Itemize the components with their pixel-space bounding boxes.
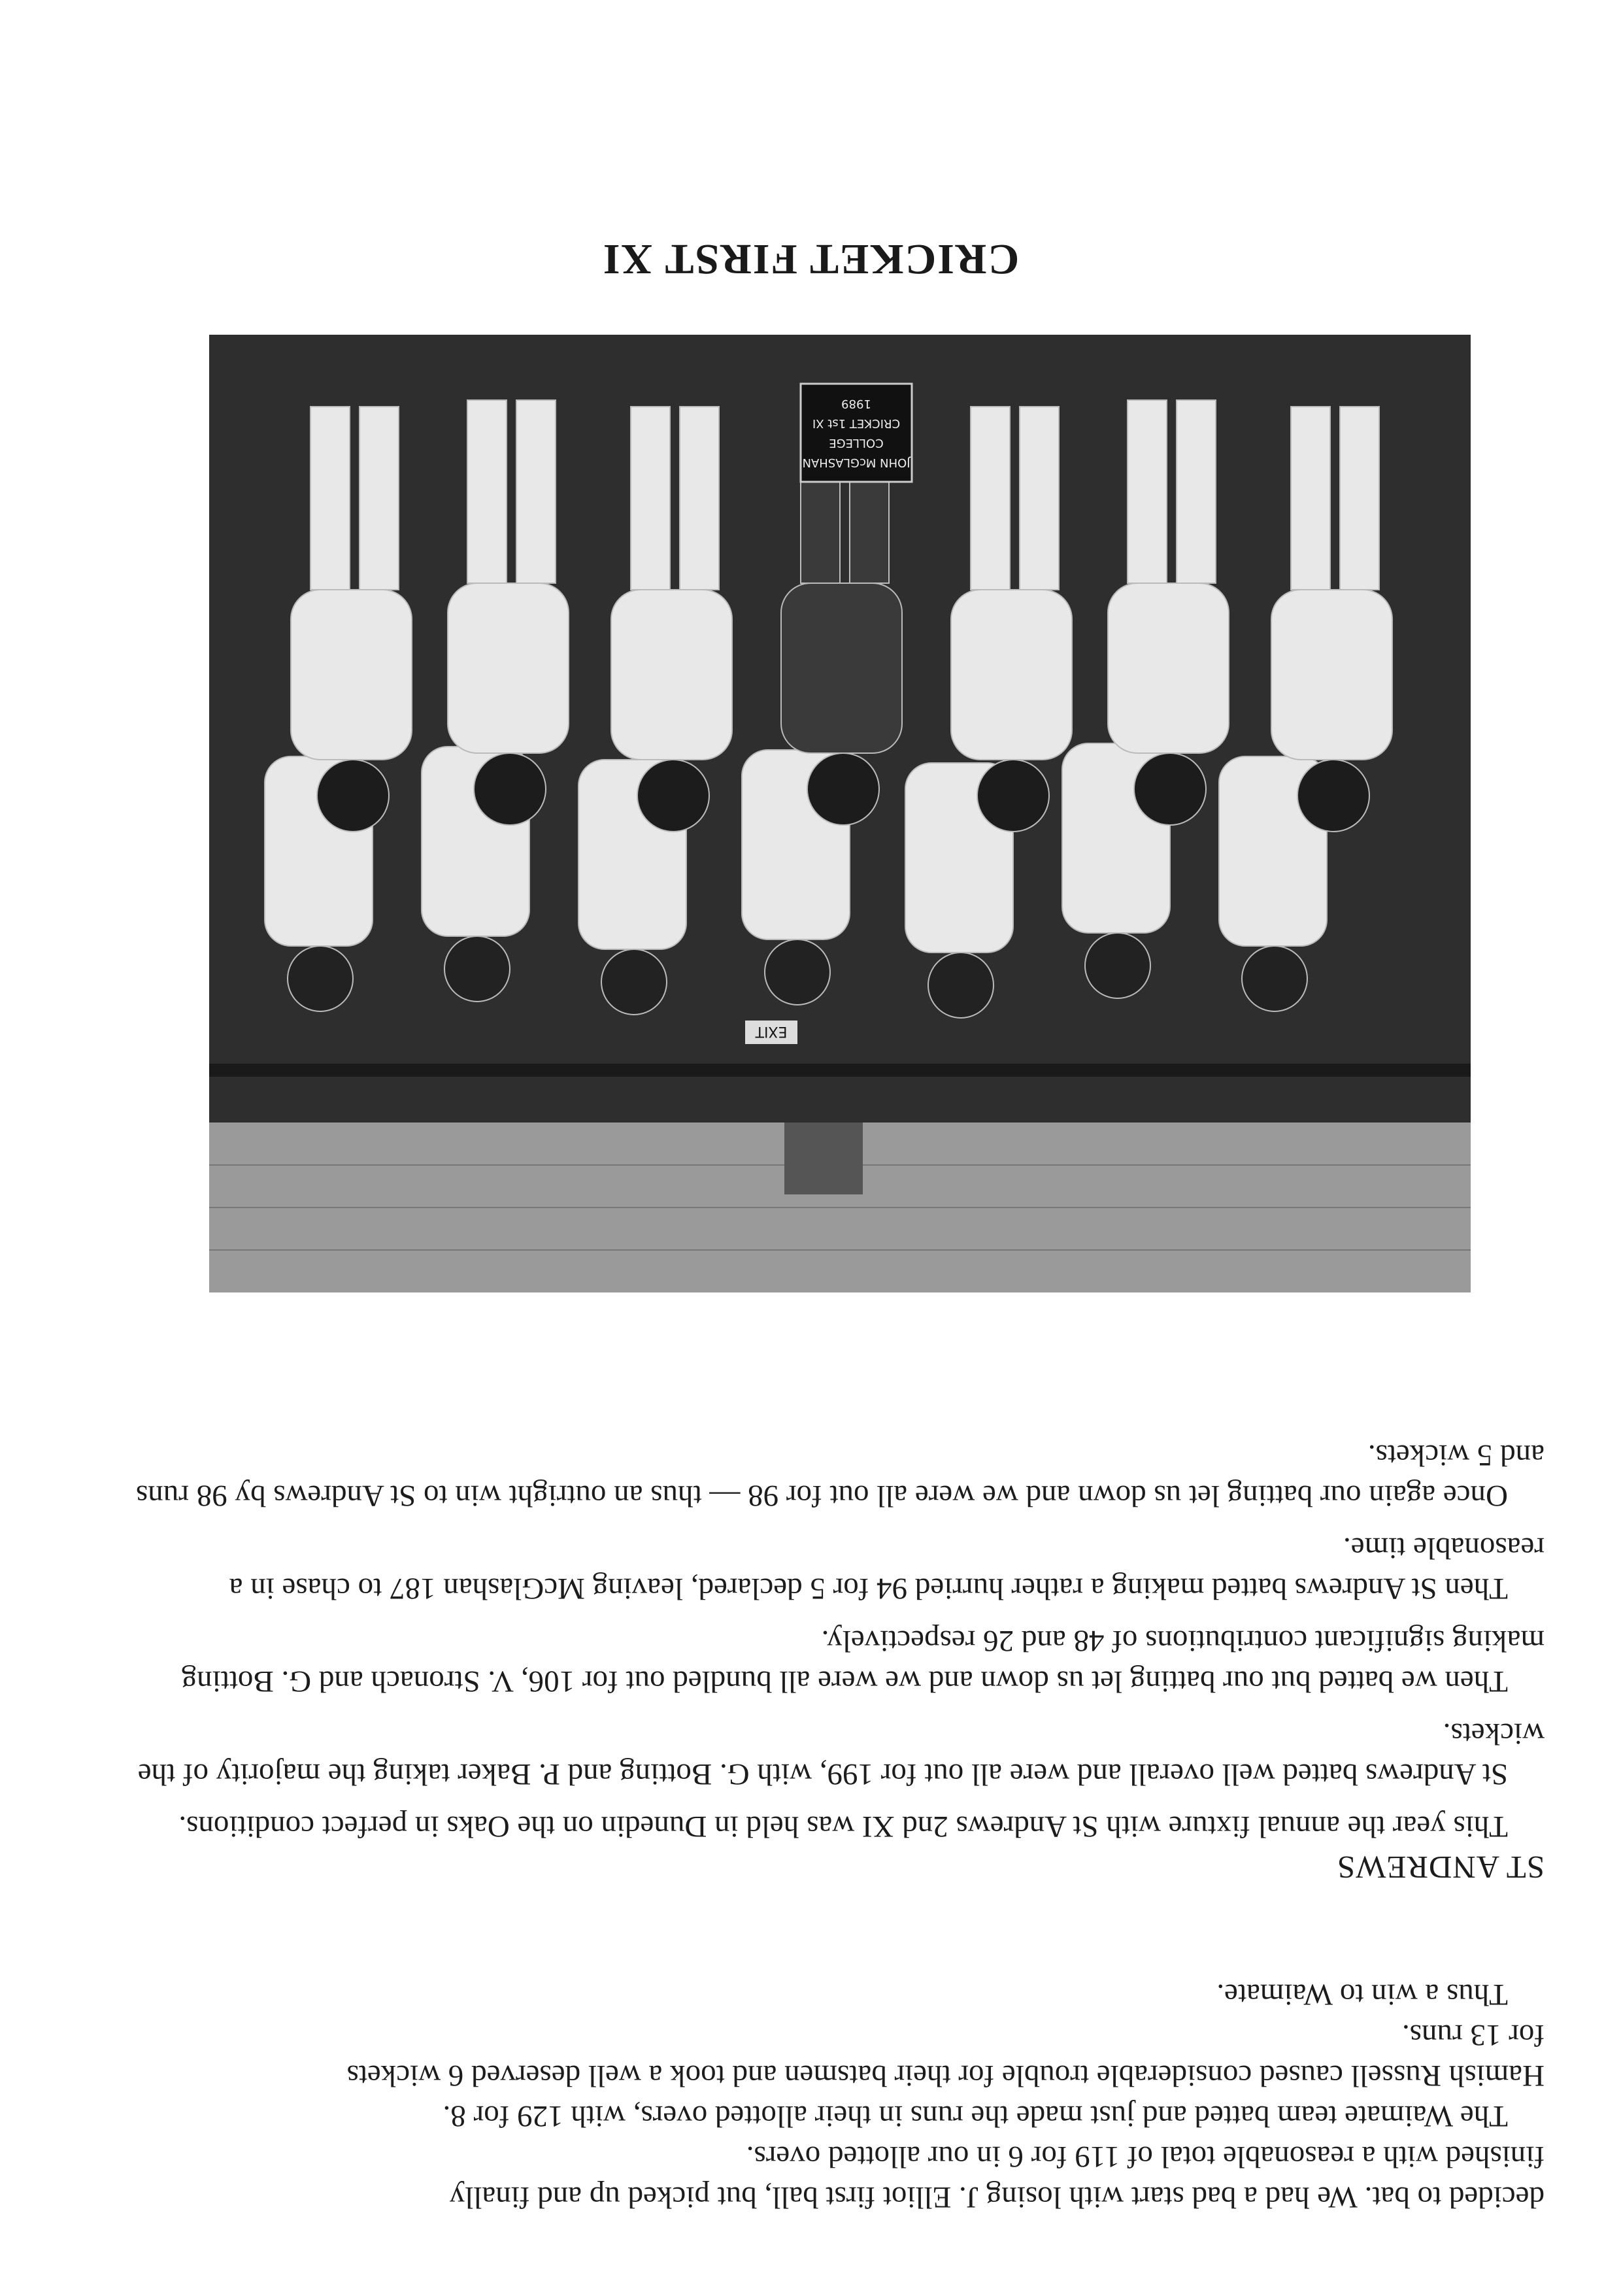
sign-line: CRICKET 1st XI bbox=[812, 416, 901, 430]
team-photo bbox=[209, 335, 1471, 1292]
st-andrews-report bbox=[90, 1435, 1545, 1887]
report-paragraph: Then we batted but our batting let us down and we were all bundled out for 106, V. Stronach and G. Botting making significant contributions of 48 and 26 respectively. bbox=[181, 1624, 1545, 1698]
report-paragraph: Once again our batting let us down and we were all out for 98 — thus an outright win to St Andrews by 98 runs and 5 wickets. bbox=[136, 1438, 1545, 1513]
section-heading: ST ANDREWS bbox=[1336, 1849, 1545, 1885]
team-sign bbox=[801, 384, 912, 482]
report-paragraph: St Andrews batted well overall and were all out for 199, with G. Botting and P. Baker taking the majority of the wickets. bbox=[137, 1717, 1545, 1791]
waimate-report bbox=[90, 1974, 1545, 2218]
photo-caption: CRICKET FIRST XI bbox=[601, 235, 1020, 283]
report-line: The Waimate team batted and just made the runs in their allotted overs, with 129 for 8. bbox=[443, 2099, 1508, 2133]
report-line: finished with a reasonable total of 119 for 6 in our allotted overs. bbox=[746, 2140, 1545, 2174]
report-line: Thus a win to Waimate. bbox=[1216, 1978, 1508, 2012]
report-paragraph: Then St Andrews batted making a rather hurried 94 for 5 declared, leaving McGlashan 187 to chase in a reasonable time. bbox=[229, 1531, 1545, 1606]
sign-line: JOHN McGLASHAN bbox=[802, 456, 911, 469]
report-line: Hamish Russell caused considerable trouble for their batsmen and took a well deserved 6 wickets bbox=[346, 2059, 1545, 2093]
sign-line: COLLEGE bbox=[829, 436, 884, 450]
sign-line: 1989 bbox=[841, 397, 871, 411]
report-paragraph: This year the annual fixture with St Andrews 2nd XI was held in Dunedin on the Oaks in perfect conditions. bbox=[178, 1810, 1508, 1844]
report-line: for 13 runs. bbox=[1402, 2018, 1545, 2052]
report-line: decided to bat. We had a bad start with losing J. Elliot first ball, but picked up and finally bbox=[449, 2180, 1545, 2214]
exit-sign-text: EXIT bbox=[755, 1023, 788, 1039]
